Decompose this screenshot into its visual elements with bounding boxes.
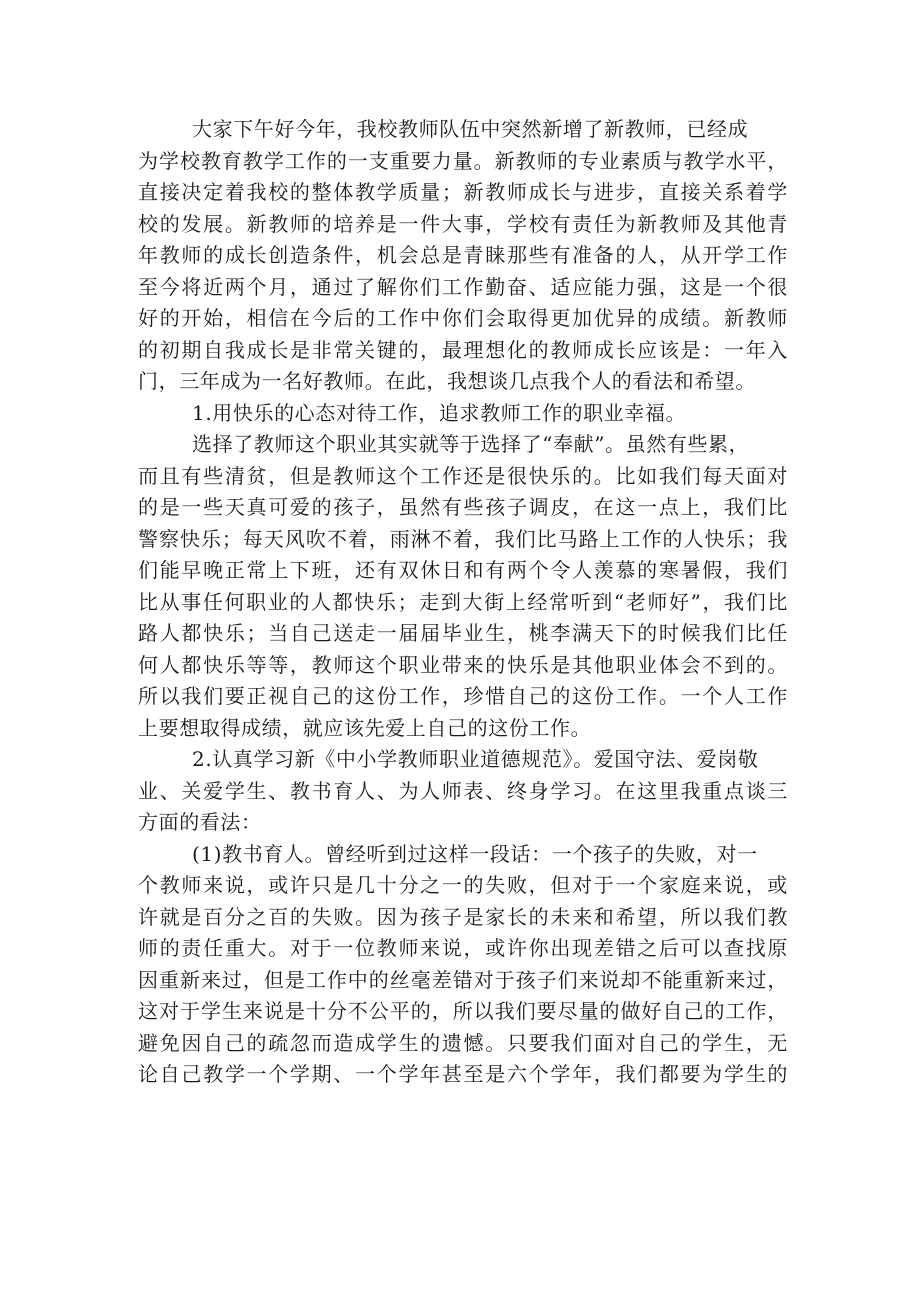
text-line: 因重新来过，但是工作中的丝毫差错对于孩子们来说却不能重新来过， bbox=[138, 967, 788, 992]
text-line: 警察快乐；每天风吹不着，雨淋不着，我们比马路上工作的人快乐；我 bbox=[138, 526, 788, 551]
text-line: 校的发展。新教师的培养是一件大事，学校有责任为新教师及其他青 bbox=[138, 211, 788, 236]
text-line: 直接决定着我校的整体教学质量；新教师成长与进步，直接关系着学 bbox=[138, 180, 788, 204]
heading-line: 1.用快乐的心态对待工作，追求教师工作的职业幸福。 bbox=[192, 400, 687, 425]
text-line: 个教师来说，或许只是几十分之一的失败，但对于一个家庭来说，或 bbox=[138, 873, 788, 897]
text-line: 好的开始，相信在今后的工作中你们会取得更加优异的成绩。新教师 bbox=[138, 306, 788, 330]
document-body bbox=[138, 114, 788, 1091]
section-heading-2 bbox=[138, 744, 788, 839]
heading-line: 业、关爱学生、教书育人、为人师表、终身学习。在这里我重点谈三 bbox=[138, 778, 788, 803]
section-heading-1 bbox=[138, 398, 788, 430]
text-line: 选择了教师这个职业其实就等于选择了“奉献”。虽然有些累， bbox=[192, 432, 750, 456]
text-line: 上要想取得成绩，就应该先爱上自己的这份工作。 bbox=[138, 715, 592, 740]
text-line: 大家下午好今年，我校教师队伍中突然新增了新教师，已经成 bbox=[192, 117, 749, 141]
paragraph-happiness bbox=[138, 429, 788, 744]
text-line: 所以我们要正视自己的这份工作，珍惜自己的这份工作。一个人工作 bbox=[138, 684, 788, 708]
text-line: 论自己教学一个学期、一个学年甚至是六个学年，我们都要为学生的 bbox=[138, 1062, 788, 1086]
text-line: 路人都快乐；当自己送走一届届毕业生，桃李满天下的时候我们比任 bbox=[138, 621, 788, 645]
text-line: 至今将近两个月，通过了解你们工作勤奋、适应能力强，这是一个很 bbox=[138, 274, 788, 299]
text-line: 而且有些清贫，但是教师这个工作还是很快乐的。比如我们每天面对 bbox=[138, 463, 788, 488]
text-line: 为学校教育教学工作的一支重要力量。新教师的专业素质与教学水平， bbox=[138, 148, 788, 173]
text-line: 的是一些天真可爱的孩子，虽然有些孩子调皮，在这一点上，我们比 bbox=[138, 495, 788, 519]
text-line: 年教师的成长创造条件，机会总是青睐那些有准备的人，从开学工作 bbox=[138, 243, 788, 267]
heading-line: 方面的看法： bbox=[138, 810, 262, 834]
paragraph-intro bbox=[138, 114, 788, 398]
text-line: (1)教书育人。曾经听到过这样一段话：一个孩子的失败，对一 bbox=[192, 841, 758, 866]
heading-line: 2.认真学习新《中小学教师职业道德规范》。爱国守法、爱岗敬 bbox=[192, 747, 759, 771]
text-line: 许就是百分之百的失败。因为孩子是家长的未来和希望，所以我们教 bbox=[138, 904, 788, 929]
text-line: 这对于学生来说是十分不公平的，所以我们要尽量的做好自己的工作， bbox=[138, 999, 788, 1023]
text-line: 师的责任重大。对于一位教师来说，或许你出现差错之后可以查找原 bbox=[138, 936, 788, 960]
text-line: 比从事任何职业的人都快乐；走到大街上经常听到“老师好”，我们比 bbox=[138, 589, 788, 614]
text-line: 避免因自己的疏忽而造成学生的遗憾。只要我们面对自己的学生，无 bbox=[138, 1030, 788, 1055]
text-line: 们能早晚正常上下班，还有双休日和有两个令人羡慕的寒暑假，我们 bbox=[138, 558, 788, 582]
text-line: 何人都快乐等等，教师这个职业带来的快乐是其他职业体会不到的。 bbox=[138, 652, 788, 677]
text-line: 的初期自我成长是非常关键的，最理想化的教师成长应该是：一年入 bbox=[138, 337, 788, 362]
paragraph-teaching bbox=[138, 839, 788, 1091]
text-line: 门，三年成为一名好教师。在此，我想谈几点我个人的看法和希望。 bbox=[138, 369, 756, 393]
